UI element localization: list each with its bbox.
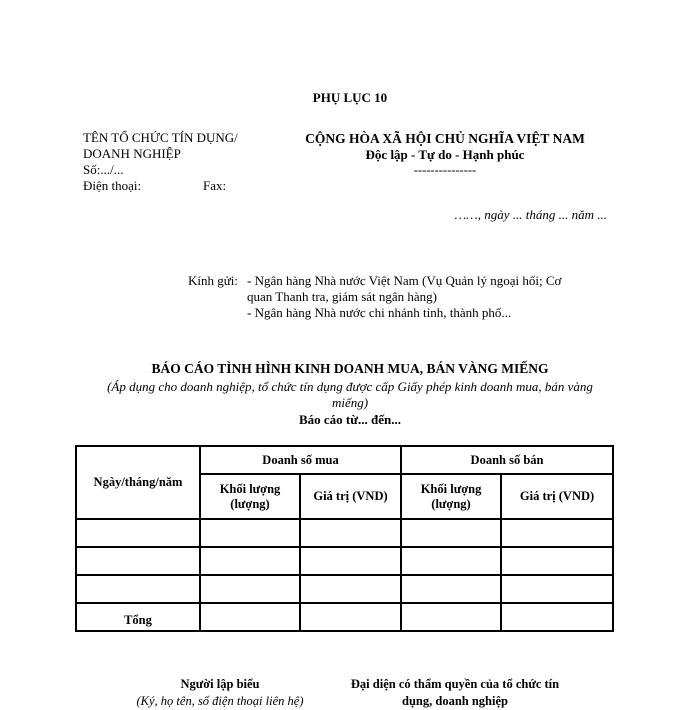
- recipients-list: [247, 273, 597, 321]
- recipient-line3: - Ngân hàng Nhà nước chi nhánh tỉnh, thành phố...: [247, 305, 512, 320]
- report-table: [75, 445, 614, 632]
- organization-name-line1: TÊN TỔ CHỨC TÍN DỤNG/: [83, 130, 238, 145]
- national-sub-motto: Độc lập - Tự do - Hạnh phúc: [365, 147, 525, 162]
- organization-name-line2: DOANH NGHIỆP: [83, 146, 181, 161]
- representative-line2: dụng, doanh nghiệp: [402, 694, 508, 708]
- table-row: [76, 575, 613, 603]
- recipients-label: Kính gửi:: [188, 273, 239, 288]
- report-subtitle-line1: (Áp dụng cho doanh nghiệp, tổ chức tín dụng được cấp Giấy phép kinh doanh mua, bán vàng: [107, 379, 593, 394]
- national-motto: CỘNG HÒA XÃ HỘI CHỦ NGHĨA VIỆT NAM: [305, 131, 585, 146]
- header-sell-value: Giá trị (VND): [501, 474, 613, 519]
- date-line: ……, ngày ... tháng ... năm ...: [454, 207, 607, 222]
- document-number: Số:.../...: [83, 162, 124, 177]
- table-row: [76, 547, 613, 575]
- header-buy-weight: Khối lượng (lượng): [200, 474, 300, 519]
- fax-label: Fax:: [203, 178, 227, 193]
- national-header: [285, 130, 605, 177]
- representative-line1: Đại diện có thẩm quyền của tổ chức tín: [350, 677, 560, 691]
- total-label: Tổng: [76, 603, 200, 631]
- representative-signature: [320, 676, 590, 710]
- header-buy-group: Doanh số mua: [200, 446, 401, 474]
- report-title: BÁO CÁO TÌNH HÌNH KINH DOANH MUA, BÁN VÀNG MIẾNG: [151, 361, 549, 376]
- preparer-label: Người lập biểu: [180, 677, 260, 691]
- preparer-note: (Ký, họ tên, số điện thoại liên hệ): [136, 694, 304, 708]
- header-sell-weight: Khối lượng (lượng): [401, 474, 501, 519]
- preparer-signature: [120, 676, 320, 710]
- report-subtitle: [80, 379, 620, 411]
- header-date: Ngày/tháng/năm: [76, 446, 200, 519]
- header-buy-value: Giá trị (VND): [300, 474, 401, 519]
- header-sell-group: Doanh số bán: [401, 446, 613, 474]
- total-row: [76, 603, 613, 631]
- contact-row: [83, 178, 303, 194]
- phone-label: Điện thoại:: [83, 178, 142, 193]
- national-divider: ---------------: [413, 163, 477, 177]
- appendix-title: PHỤ LỤC 10: [312, 90, 388, 105]
- organization-block: [83, 130, 303, 194]
- report-subtitle-line2: miếng): [331, 395, 369, 410]
- recipient-line1: - Ngân hàng Nhà nước Việt Nam (Vụ Quản lý ngoại hối; Cơ: [247, 273, 562, 288]
- report-period: Báo cáo từ... đến...: [298, 412, 402, 427]
- table-row: [76, 519, 613, 547]
- recipient-line2: quan Thanh tra, giám sát ngân hàng): [247, 289, 438, 304]
